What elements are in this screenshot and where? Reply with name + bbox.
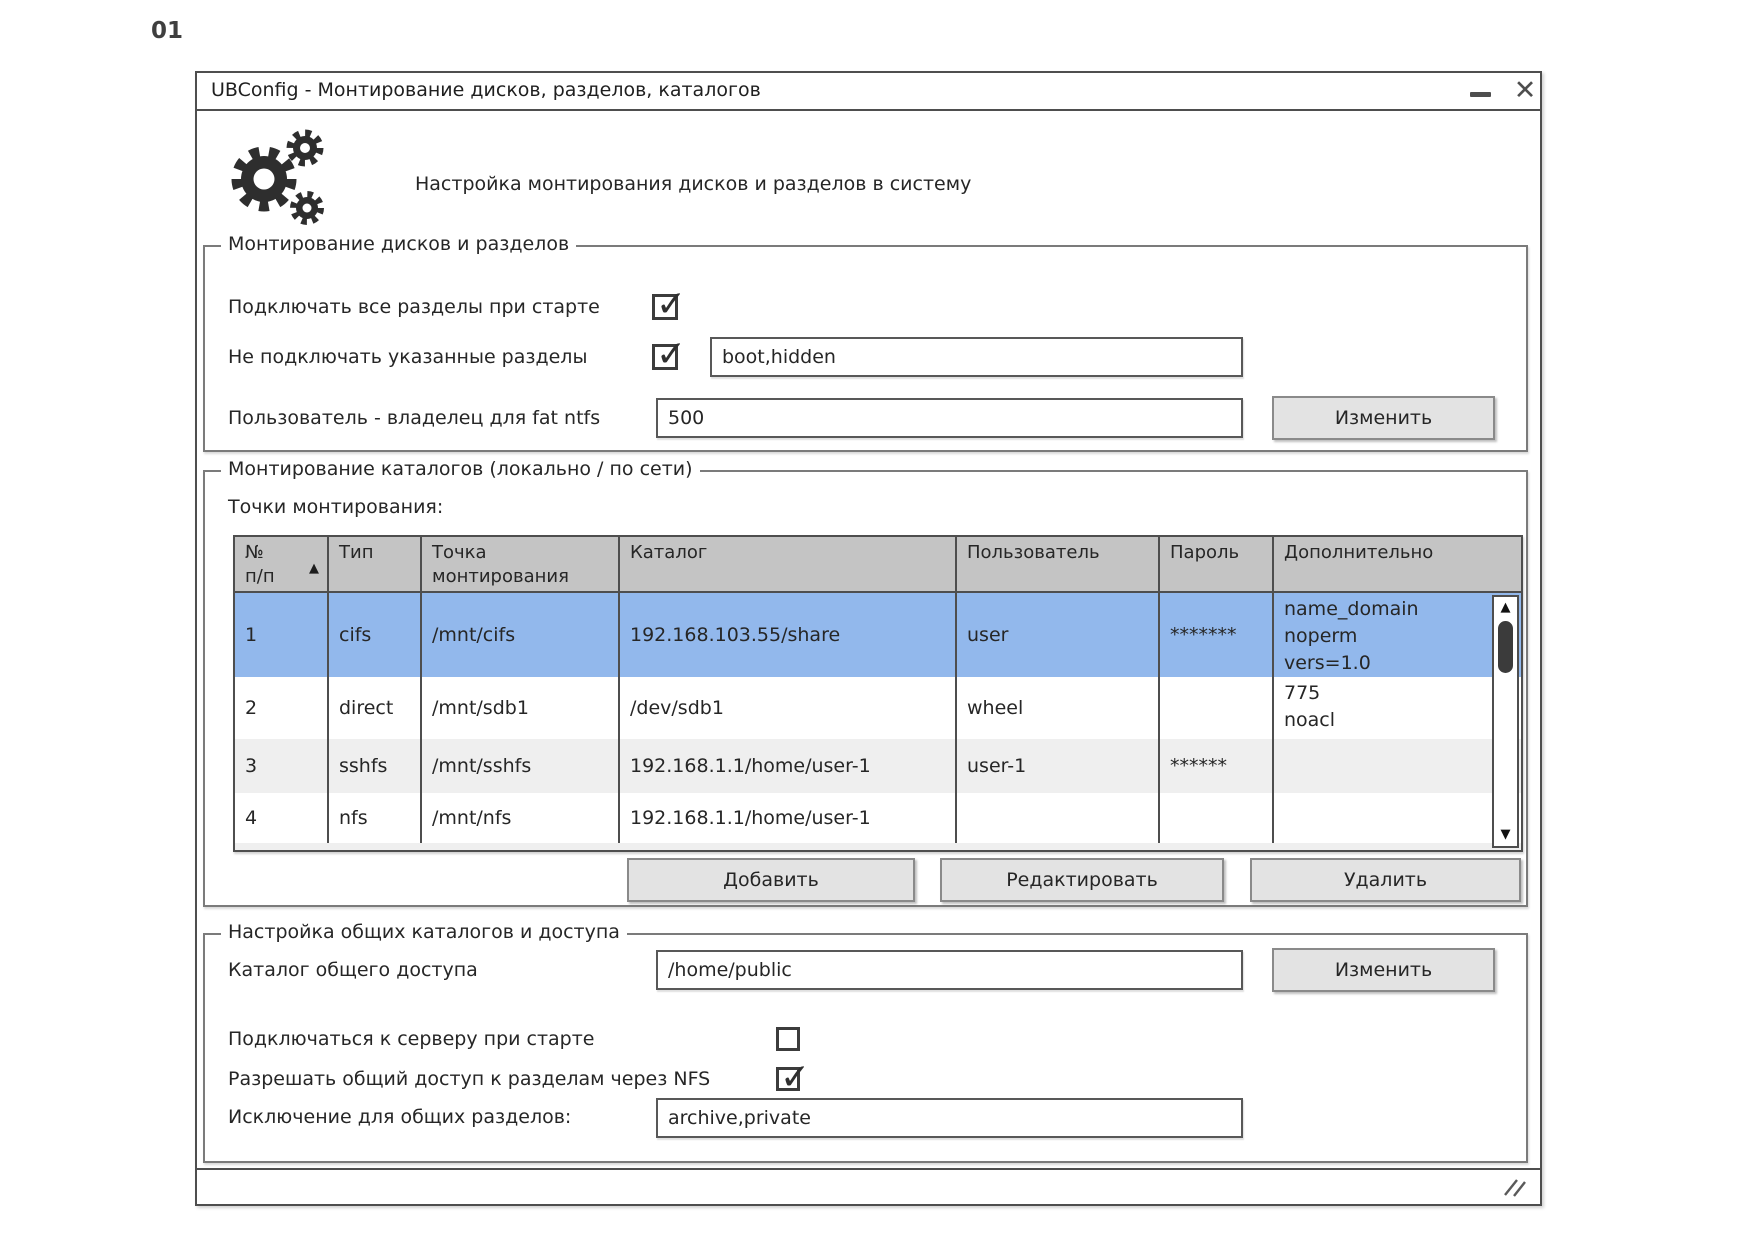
exclude-partitions-checkbox[interactable] bbox=[652, 344, 678, 370]
change-owner-button[interactable]: Изменить bbox=[1272, 396, 1495, 440]
table-cell: 192.168.103.55/share bbox=[620, 593, 957, 677]
table-cell: 192.168.1.1/home/user-1 bbox=[620, 739, 957, 793]
table-cell: cifs bbox=[329, 593, 422, 677]
partial-row bbox=[235, 843, 1521, 850]
table-cell: 192.168.1.1/home/user-1 bbox=[620, 793, 957, 843]
column-header[interactable]: Пользователь bbox=[957, 537, 1160, 591]
exclude-partitions-label: Не подключать указанные разделы bbox=[228, 346, 588, 368]
column-header[interactable]: Точка монтирования bbox=[422, 537, 620, 591]
table-cell bbox=[1274, 793, 1521, 843]
table-cell: ****** bbox=[1160, 739, 1274, 793]
status-bar bbox=[197, 1168, 1540, 1204]
table-cell: user-1 bbox=[957, 739, 1160, 793]
mount-points-label: Точки монтирования: bbox=[228, 496, 444, 518]
share-exceptions-input[interactable] bbox=[656, 1098, 1243, 1138]
scroll-up-icon[interactable] bbox=[1494, 598, 1517, 618]
disks-group bbox=[203, 233, 1528, 452]
close-icon[interactable] bbox=[1510, 74, 1540, 108]
table-cell: 3 bbox=[235, 739, 329, 793]
vertical-scrollbar[interactable] bbox=[1492, 595, 1519, 848]
table-cell: /mnt/sdb1 bbox=[422, 677, 620, 739]
column-header[interactable]: Пароль bbox=[1160, 537, 1274, 591]
resize-grip-icon[interactable] bbox=[1502, 1177, 1528, 1199]
column-header[interactable]: № п/п ▲ bbox=[235, 537, 329, 591]
table-cell: /mnt/sshfs bbox=[422, 739, 620, 793]
change-share-dir-button[interactable]: Изменить bbox=[1272, 948, 1495, 992]
table-cell bbox=[957, 793, 1160, 843]
share-dir-label: Каталог общего доступа bbox=[228, 959, 478, 981]
app-subtitle: Настройка монтирования дисков и разделов в систему bbox=[415, 173, 972, 195]
scroll-down-icon[interactable] bbox=[1494, 825, 1517, 845]
sharing-group-title: Настройка общих каталогов и доступа bbox=[221, 921, 627, 943]
table-row[interactable] bbox=[235, 593, 1521, 677]
column-header[interactable]: Каталог bbox=[620, 537, 957, 591]
sort-ascending-icon bbox=[309, 557, 319, 581]
share-dir-input[interactable] bbox=[656, 950, 1243, 990]
sharing-group bbox=[203, 921, 1528, 1163]
table-cell: wheel bbox=[957, 677, 1160, 739]
gears-icon bbox=[228, 123, 333, 231]
table-cell: /mnt/cifs bbox=[422, 593, 620, 677]
scroll-thumb[interactable] bbox=[1498, 621, 1513, 673]
table-cell: 775 noacl bbox=[1284, 682, 1336, 731]
table-row[interactable] bbox=[235, 739, 1521, 793]
mount-all-label: Подключать все разделы при старте bbox=[228, 296, 600, 318]
table-cell: 1 bbox=[235, 593, 329, 677]
share-exceptions-label: Исключение для общих разделов: bbox=[228, 1106, 572, 1128]
mount-points-table bbox=[233, 535, 1523, 852]
table-cell: 2 bbox=[235, 677, 329, 739]
table-cell bbox=[1160, 677, 1274, 739]
table-cell: ******* bbox=[1160, 593, 1274, 677]
table-row[interactable] bbox=[235, 677, 1521, 739]
table-header bbox=[235, 537, 1521, 593]
table-cell: sshfs bbox=[329, 739, 422, 793]
exclude-partitions-input[interactable] bbox=[710, 337, 1243, 377]
table-body bbox=[235, 593, 1521, 850]
column-header[interactable]: Тип bbox=[329, 537, 422, 591]
table-cell: 4 bbox=[235, 793, 329, 843]
table-cell: /dev/sdb1 bbox=[620, 677, 957, 739]
window-title: UBConfig - Монтирование дисков, разделов, каталогов bbox=[211, 79, 761, 101]
disks-group-title: Монтирование дисков и разделов bbox=[221, 233, 576, 255]
table-cell: name_domain noperm vers=1.0 bbox=[1284, 598, 1419, 674]
edit-button[interactable]: Редактировать bbox=[940, 858, 1224, 902]
add-button[interactable]: Добавить bbox=[627, 858, 915, 902]
column-header[interactable]: Дополнительно bbox=[1284, 542, 1434, 563]
ubconfig-window bbox=[195, 71, 1542, 1206]
table-cell bbox=[1160, 793, 1274, 843]
delete-button[interactable]: Удалить bbox=[1250, 858, 1521, 902]
table-row[interactable] bbox=[235, 793, 1521, 843]
connect-on-start-label: Подключаться к серверу при старте bbox=[228, 1028, 595, 1050]
catalogs-group-title: Монтирование каталогов (локально / по сети) bbox=[221, 458, 700, 480]
catalogs-group bbox=[203, 458, 1528, 907]
table-cell: nfs bbox=[329, 793, 422, 843]
minimize-icon[interactable] bbox=[1470, 92, 1491, 97]
table-cell: user bbox=[957, 593, 1160, 677]
fat-ntfs-owner-label: Пользователь - владелец для fat ntfs bbox=[228, 407, 601, 429]
allow-nfs-checkbox[interactable] bbox=[776, 1067, 800, 1091]
table-cell: /mnt/nfs bbox=[422, 793, 620, 843]
connect-on-start-checkbox[interactable] bbox=[776, 1027, 800, 1051]
fat-ntfs-owner-input[interactable] bbox=[656, 398, 1243, 438]
mount-all-checkbox[interactable] bbox=[652, 294, 678, 320]
page-number-label: 01 bbox=[151, 18, 184, 44]
table-cell: direct bbox=[329, 677, 422, 739]
table-cell bbox=[1274, 739, 1521, 793]
allow-nfs-label: Разрешать общий доступ к разделам через NFS bbox=[228, 1068, 711, 1090]
title-bar[interactable] bbox=[197, 73, 1540, 111]
